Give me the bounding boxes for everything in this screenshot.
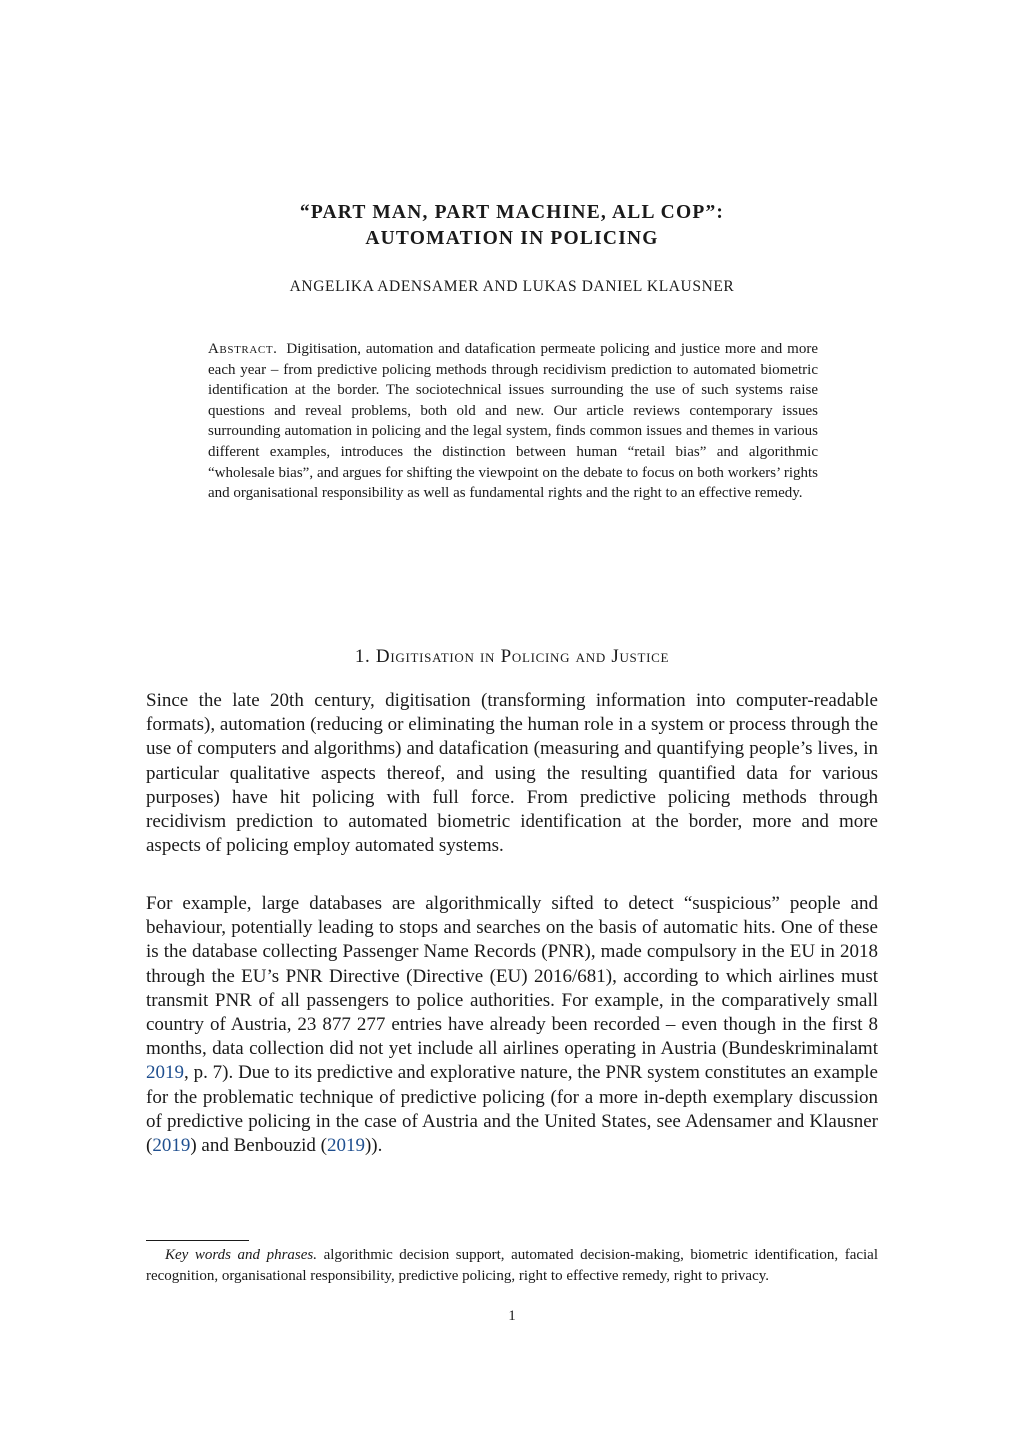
footnote-keywords (146, 1245, 878, 1286)
paragraph-2-text-a: For example, large databases are algorithmically sifted to detect “suspicious” people and behaviour, potentially leading to stops and searches on the basis of automatic hits. One of these is the database collecting Passenger Name Records (PNR), made compulsory in the EU in 2018 through the EU’s PNR Directive (Directive (EU) 2016/681), according to which airlines must transmit PNR of all passengers to police authorities. For example, in the comparatively small country of Austria, 23 877 277 entries have already been recorded – even though in the first 8 months, data collection did not yet include all airlines operating in Austria (Bundeskriminalamt (146, 893, 878, 1060)
footnote-label: Key words and phrases. (165, 1247, 318, 1263)
section-number: 1. (354, 646, 371, 667)
title-line-2: AUTOMATION IN POLICING (365, 228, 659, 249)
title-line-1: “PART MAN, PART MACHINE, ALL COP”: (299, 202, 725, 223)
footnote-text: algorithmic decision support, automated decision-making, biometric identification, facial recognition, organisational responsibility, predictive policing, right to effective remedy, right to privacy. (146, 1247, 879, 1284)
citation-link-bundeskriminalamt[interactable]: 2019 (146, 1062, 184, 1084)
page-number: 1 (508, 1308, 516, 1324)
footnote-divider (146, 1240, 249, 1241)
abstract-label: Abstract. (208, 341, 278, 357)
paragraph-2-text-d: )). (364, 1135, 383, 1157)
abstract (208, 339, 818, 504)
author-list: ANGELIKA ADENSAMER AND LUKAS DANIEL KLAUSNER (289, 278, 735, 295)
citation-link-adensamer-klausner[interactable]: 2019 (152, 1135, 191, 1157)
body-paragraph-2 (146, 892, 878, 1158)
body-paragraph-1: Since the late 20th century, digitisation (transforming information into computer-readable formats), automation (reducing or eliminating the human role in a system or process through the use of computers and algorithms) and datafication (measuring and quantifying people’s lives, in particular qualitative aspects thereof, and using the resulting quantified data for various purposes) have hit policing with full force. From predictive policing methods through recidivism prediction to automated biometric identification at the border, more and more aspects of policing employ automated systems. (146, 690, 878, 857)
paragraph-2-text-b: , p. 7). Due to its predictive and explorative nature, the PNR system constitutes an example for the problematic technique of predictive policing (for a more in-depth exemplary discussion of predictive policing in the case of Austria and the United States, see Adensamer and Klausner ( (146, 1062, 878, 1157)
section-heading (146, 646, 878, 668)
paragraph-2-text-c: ) and Benbouzid ( (190, 1135, 327, 1157)
paper-title (146, 200, 878, 252)
section-title: Digitisation in Policing and Justice (375, 646, 670, 667)
citation-link-benbouzid[interactable]: 2019 (326, 1135, 365, 1157)
abstract-text: Digitisation, automation and datafication permeate policing and justice more and more each year – from predictive policing methods through recidivism prediction to automated biometric identification at the border. The sociotechnical issues surrounding the use of such systems raise questions and reveal problems, both old and new. Our article reviews contemporary issues surrounding automation in policing and the legal system, finds common issues and themes in various different examples, introduces the distinction between human “retail bias” and algorithmic “wholesale bias”, and argues for shifting the viewpoint on the debate to focus on both workers’ rights and organisational responsibility as well as fundamental rights and the right to an effective remedy. (208, 341, 818, 502)
